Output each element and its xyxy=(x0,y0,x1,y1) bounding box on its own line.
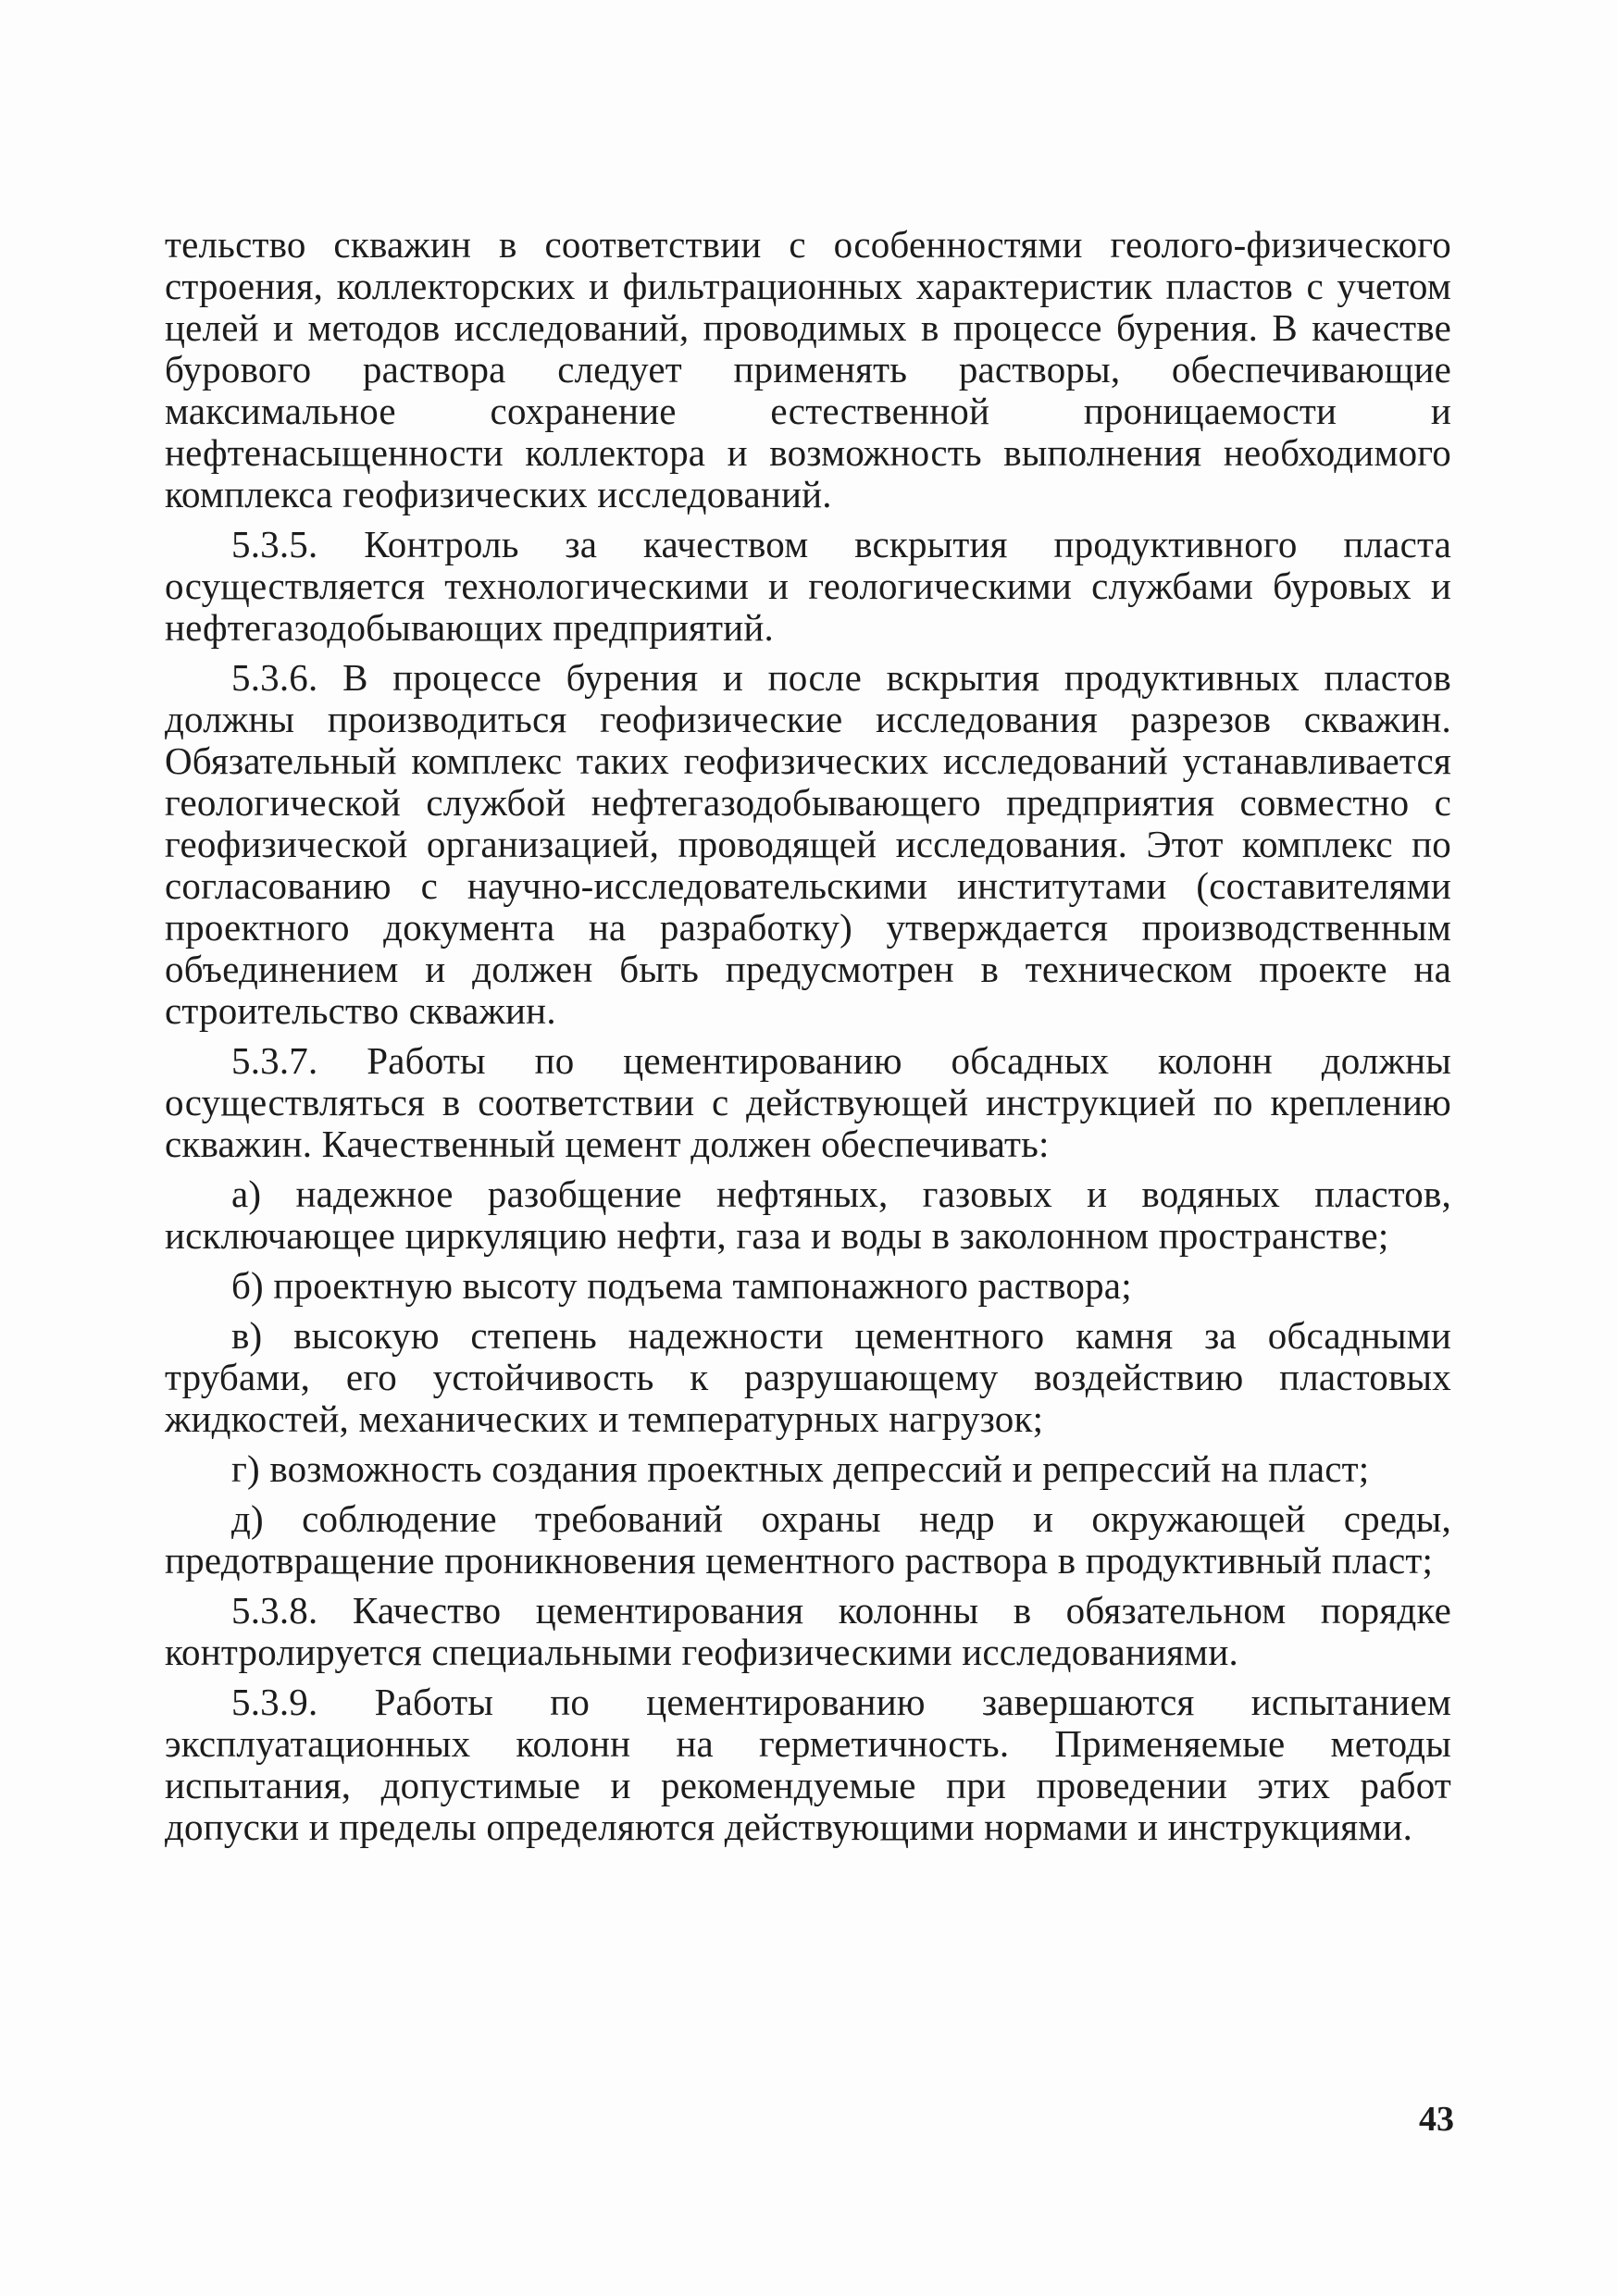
paragraph-continuation: тельство скважин в соответствии с особенностями геолого-физического строения, коллекторских и фильтрационных характеристик пластов с учетом целей и методов исследований, проводимых в процессе бурения. В качестве бурового раствора следует применять растворы, обеспечивающие максимальное сохранение естественной проницаемости и нефтенасыщенности коллектора и возможность выполнения необходимого комплекса геофизических исследований. xyxy=(165,223,1451,515)
body-text xyxy=(165,224,1451,1856)
paragraph-5-3-5: 5.3.5. Контроль за качеством вскрытия продуктивного пласта осуществляется технологическими и геологическими службами буровых и нефтегазодобывающих предприятий. xyxy=(165,523,1451,649)
list-item-d: д) соблюдение требований охраны недр и окружающей среды, предотвращение проникновения цементного раствора в продуктивный пласт; xyxy=(165,1497,1451,1582)
list-item-g: г) возможность создания проектных депрессий и репрессий на пласт; xyxy=(231,1447,1370,1490)
paragraph-5-3-8: 5.3.8. Качество цементирования колонны в обязательном порядке контролируется специальными геофизическими исследованиями. xyxy=(165,1589,1451,1673)
list-item-v: в) высокую степень надежности цементного камня за обсадными трубами, его устойчивость к разрушающему воздействию пластовых жидкостей, механических и температурных нагрузок; xyxy=(165,1314,1451,1440)
paragraph-5-3-9: 5.3.9. Работы по цементированию завершаются испытанием эксплуатационных колонн на герметичность. Применяемые методы испытания, допустимые и рекомендуемые при проведении этих работ допуски и пределы определяются действующими нормами и инструкциями. xyxy=(165,1681,1451,1848)
list-item-a: а) надежное разобщение нефтяных, газовых и водяных пластов, исключающее циркуляцию нефти, газа и воды в заколонном пространстве; xyxy=(165,1173,1451,1257)
paragraph-5-3-6: 5.3.6. В процессе бурения и после вскрытия продуктивных пластов должны производиться геофизические исследования разрезов скважин. Обязательный комплекс таких геофизических исследований устанавливается геологической службой нефтегазодобывающего предприятия совместно с геофизической организацией, проводящей исследования. Этот комплекс по согласованию с научно-исследовательскими институтами (составителями проектного документа на разработку) утверждается производственным объединением и должен быть предусмотрен в техническом проекте на строительство скважин. xyxy=(165,656,1451,1032)
paragraph-5-3-7: 5.3.7. Работы по цементированию обсадных колонн должны осуществляться в соответствии с действующей инструкцией по креплению скважин. Качественный цемент должен обеспечивать: xyxy=(165,1039,1451,1165)
list-item-b: б) проектную высоту подъема тампонажного раствора; xyxy=(231,1264,1132,1307)
page-number: 43 xyxy=(1419,2100,1454,2139)
